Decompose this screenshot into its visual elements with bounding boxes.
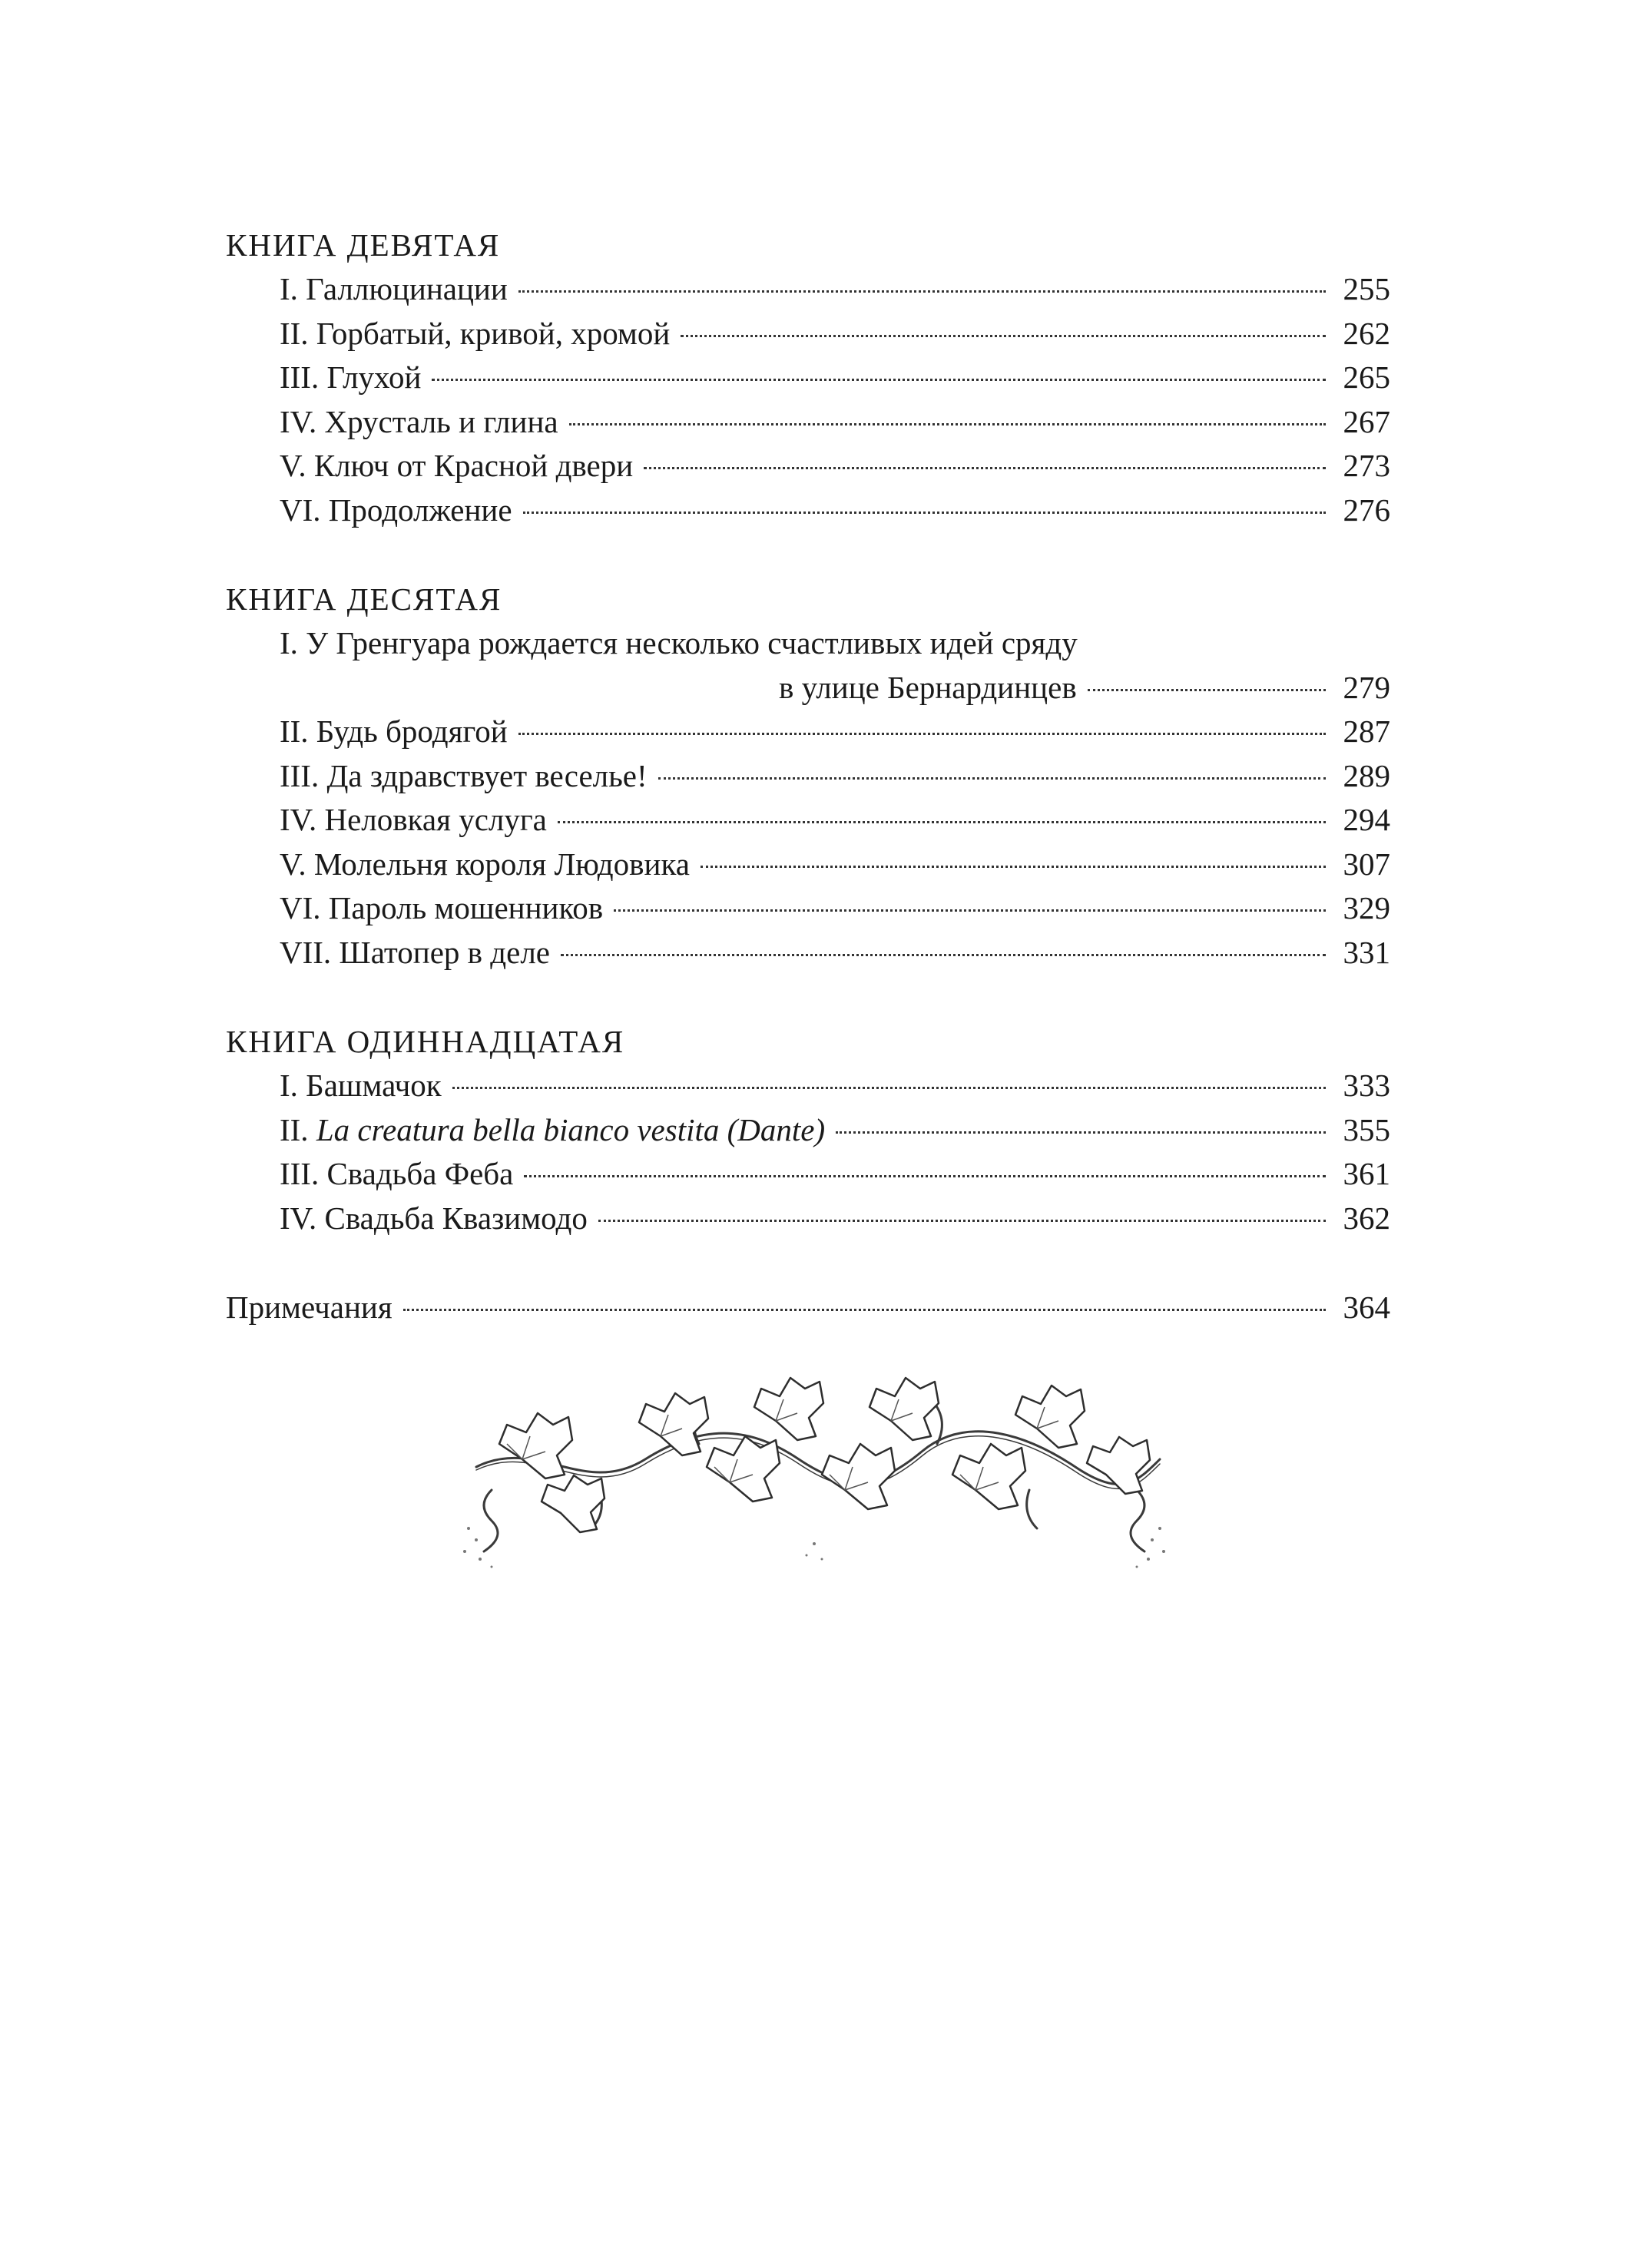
chapter-label: VI. Продолжение xyxy=(280,492,512,528)
toc-entry[interactable] xyxy=(226,1108,1390,1153)
toc-entry[interactable] xyxy=(226,488,1390,533)
dot-leader xyxy=(518,733,1326,735)
book-ten xyxy=(226,577,1390,975)
book-eleven xyxy=(226,1019,1390,1240)
page-number: 289 xyxy=(1343,757,1390,793)
chapter-label xyxy=(280,1108,825,1153)
toc-entry[interactable] xyxy=(226,267,1390,312)
toc-entry-notes[interactable] xyxy=(226,1285,1390,1329)
dot-leader xyxy=(518,290,1326,293)
chapter-label: I. Башмачок xyxy=(280,1068,442,1103)
dot-leader xyxy=(1088,689,1326,691)
page-number: 279 xyxy=(1343,669,1390,705)
dot-leader xyxy=(701,866,1326,868)
dot-leader xyxy=(403,1309,1326,1311)
chapter-label: V. Молельня короля Людовика xyxy=(280,846,690,882)
chapter-label: VI. Пароль мошенников xyxy=(280,890,604,925)
page-number: 255 xyxy=(1343,271,1390,306)
toc-entry[interactable] xyxy=(226,400,1390,445)
chapter-label: IV. Неловкая услуга xyxy=(280,802,547,837)
dot-leader xyxy=(432,379,1326,381)
page-number: 355 xyxy=(1343,1111,1390,1147)
page-number: 331 xyxy=(1343,934,1390,970)
chapter-label-italic: La creatura bella bianco vestita (Dante) xyxy=(316,1111,826,1147)
chapter-label: I. У Гренгуара рождается несколько счастливых идей сряду xyxy=(280,625,1078,661)
toc-entry[interactable] xyxy=(226,843,1390,887)
dot-leader xyxy=(598,1220,1326,1222)
dot-leader xyxy=(524,1175,1326,1177)
book-title: КНИГА ОДИННАДЦАТАЯ xyxy=(226,1024,625,1059)
toc-entry[interactable] xyxy=(226,356,1390,400)
toc-entry[interactable] xyxy=(226,1197,1390,1241)
page-number: 333 xyxy=(1343,1068,1390,1103)
dot-leader xyxy=(681,335,1326,337)
toc-entry[interactable] xyxy=(226,886,1390,931)
dot-leader xyxy=(569,423,1326,425)
toc-entry[interactable] xyxy=(226,1152,1390,1197)
page-number: 294 xyxy=(1343,802,1390,837)
page-number: 273 xyxy=(1343,448,1390,483)
chapter-label-prefix: II. xyxy=(280,1111,316,1147)
chapter-label: IV. Хрусталь и глина xyxy=(280,403,558,439)
chapter-label: III. Да здравствует веселье! xyxy=(280,757,648,793)
grapevine-ornament-icon xyxy=(446,1375,1183,1574)
toc-entry[interactable] xyxy=(226,710,1390,754)
dot-leader xyxy=(452,1087,1326,1089)
toc-entry-first-line[interactable] xyxy=(226,621,1390,666)
toc-entry[interactable] xyxy=(226,312,1390,356)
dot-leader xyxy=(644,467,1326,469)
toc-entry-second-line[interactable] xyxy=(226,666,1390,710)
chapter-label: II. Будь бродягой xyxy=(280,714,508,749)
book-title: КНИГА ДЕСЯТАЯ xyxy=(226,581,502,617)
dot-leader xyxy=(558,821,1326,823)
dot-leader xyxy=(561,954,1326,956)
page-number: 307 xyxy=(1343,846,1390,882)
table-of-contents xyxy=(226,223,1390,1329)
dot-leader xyxy=(523,512,1326,514)
notes-label: Примечания xyxy=(226,1290,393,1325)
toc-entry[interactable] xyxy=(226,931,1390,975)
toc-entry[interactable] xyxy=(226,754,1390,799)
chapter-label: III. Свадьба Феба xyxy=(280,1156,514,1191)
toc-entry[interactable] xyxy=(226,798,1390,843)
page-number: 361 xyxy=(1343,1156,1390,1191)
page-number: 329 xyxy=(1343,890,1390,925)
page-number: 364 xyxy=(1343,1290,1390,1325)
chapter-label: I. Галлюцинации xyxy=(280,271,508,306)
page-number: 362 xyxy=(1343,1200,1390,1236)
page-number: 267 xyxy=(1343,403,1390,439)
chapter-label-continued: в улице Бернардинцев xyxy=(779,669,1077,705)
toc-entry[interactable] xyxy=(226,444,1390,488)
chapter-label: III. Глухой xyxy=(280,359,422,395)
chapter-label: IV. Свадьба Квазимодо xyxy=(280,1200,588,1236)
dot-leader xyxy=(658,777,1326,780)
chapter-label: II. Горбатый, кривой, хромой xyxy=(280,315,671,351)
dot-leader xyxy=(614,909,1326,912)
dot-leader xyxy=(836,1131,1326,1134)
page-number: 287 xyxy=(1343,714,1390,749)
book-title: КНИГА ДЕВЯТАЯ xyxy=(226,227,501,263)
toc-entry[interactable] xyxy=(226,1064,1390,1108)
chapter-label: VII. Шатопер в деле xyxy=(280,934,551,970)
book-nine xyxy=(226,223,1390,532)
page-number: 265 xyxy=(1343,359,1390,395)
chapter-label: V. Ключ от Красной двери xyxy=(280,448,634,483)
page-number: 262 xyxy=(1343,315,1390,351)
page-number: 276 xyxy=(1343,492,1390,528)
